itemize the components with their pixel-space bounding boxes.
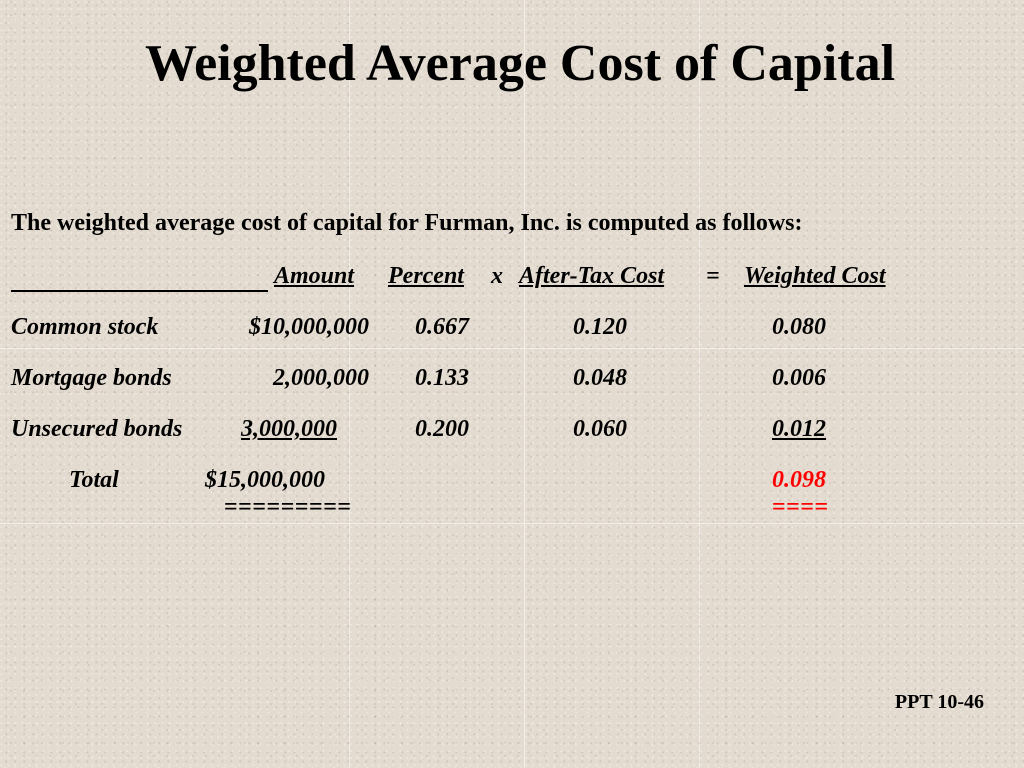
row-weighted-cost: 0.006: [772, 365, 826, 391]
row-label: Mortgage bonds: [11, 365, 172, 391]
header-weighted-cost: Weighted Cost: [744, 263, 886, 289]
header-after-tax-cost: After-Tax Cost: [519, 263, 665, 289]
row-after-tax-cost: 0.060: [573, 416, 627, 442]
row-weighted-cost: 0.012: [772, 416, 826, 442]
row-amount: $10,000,000: [249, 314, 369, 340]
row-label: Common stock: [11, 314, 159, 340]
slide-title: Weighted Average Cost of Capital: [144, 35, 896, 92]
total-amount: $15,000,000: [205, 467, 325, 493]
grid-hline-1: [0, 348, 1024, 349]
row-label: Unsecured bonds: [11, 416, 183, 442]
row-percent: 0.200: [415, 416, 469, 442]
total-weighted-cost-double-rule: ====: [772, 494, 829, 520]
header-amount: Amount: [274, 263, 355, 289]
row-after-tax-cost: 0.120: [573, 314, 627, 340]
row-percent: 0.667: [415, 314, 469, 340]
row-amount: 2,000,000: [273, 365, 369, 391]
row-weighted-cost: 0.080: [772, 314, 826, 340]
grid-vline-3: [699, 0, 700, 768]
grid-vline-2: [524, 0, 525, 768]
header-times: x: [491, 263, 503, 289]
grid-hline-2: [0, 523, 1024, 524]
row-after-tax-cost: 0.048: [573, 365, 627, 391]
intro-text: The weighted average cost of capital for Furman, Inc. is computed as follows:: [11, 210, 803, 236]
total-weighted-cost: 0.098: [772, 467, 826, 493]
total-amount-double-rule: =========: [224, 494, 352, 520]
header-blank-underline: [11, 290, 268, 292]
total-label: Total: [69, 467, 119, 493]
header-equals: =: [706, 263, 720, 289]
row-percent: 0.133: [415, 365, 469, 391]
header-percent: Percent: [388, 263, 464, 289]
row-amount: 3,000,000: [241, 416, 337, 442]
slide-number: PPT 10-46: [894, 691, 984, 713]
